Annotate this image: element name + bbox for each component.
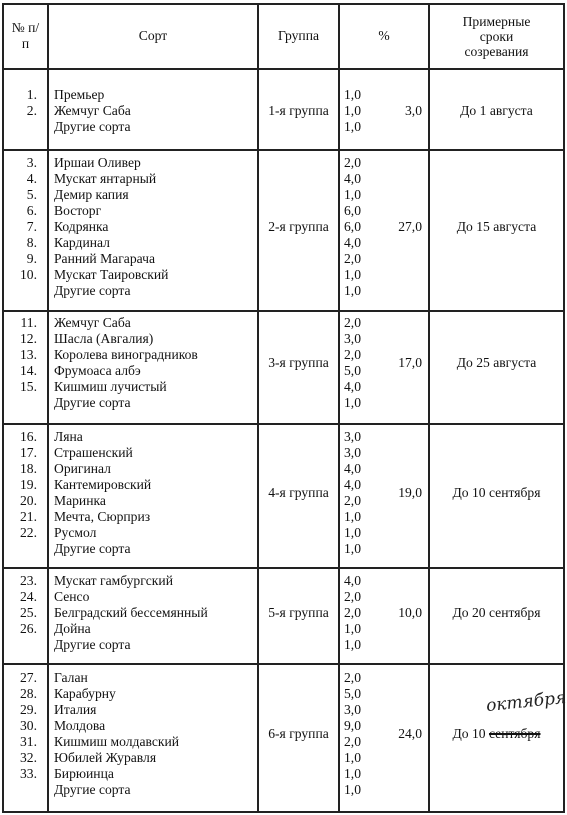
ripening-date: До 15 августа [456,219,537,234]
variety-name: Иршаи Оливер [54,155,141,170]
ripening-date-cell [430,219,563,235]
row-number: 25. [20,605,37,620]
share-value: 3,0 [344,702,361,717]
share-list [344,670,374,798]
variety-list [54,315,254,411]
header-group [259,4,338,68]
variety-name: Кантемировский [54,477,152,492]
group-total: 3,0 [405,103,422,118]
share-value: 1,0 [344,87,361,102]
share-value: 1,0 [344,541,361,556]
table-header [2,4,565,68]
share-value: 1,0 [344,782,361,797]
share-value: 4,0 [344,477,361,492]
group-total-cell [378,485,422,501]
share-value: 1,0 [344,119,361,134]
variety-name: Другие сорта [54,283,131,298]
group-total-cell [378,219,422,235]
row-number: 33. [20,766,37,781]
row-number: 14. [20,363,37,378]
variety-list [54,670,254,798]
share-value: 2,0 [344,251,361,266]
row-number: 12. [20,331,37,346]
variety-name: Страшенский [54,445,133,460]
variety-name: Сенсо [54,589,90,604]
variety-name: Бирюинца [54,766,114,781]
group-row [2,424,565,567]
share-value: 3,0 [344,445,361,460]
group-total: 19,0 [398,485,422,500]
row-number: 20. [20,493,37,508]
row-numbers [4,315,37,395]
share-list [344,429,374,557]
share-value: 1,0 [344,750,361,765]
share-value: 2,0 [344,589,361,604]
header-variety-label: Сорт [138,28,168,43]
share-value: 1,0 [344,187,361,202]
row-number: 32. [20,750,37,765]
grape-variety-table [2,3,565,812]
group-total: 10,0 [398,605,422,620]
ripening-date-struck: сентября [488,726,541,741]
row-number: 17. [20,445,37,460]
row-number: 11. [20,315,37,330]
variety-list [54,573,254,653]
group-label-cell [259,355,338,371]
ripening-date: До 20 сентября [452,605,541,620]
variety-name: Мускат янтарный [54,171,157,186]
variety-name: Мускат гамбургский [54,573,173,588]
group-row [2,69,565,149]
share-value: 1,0 [344,621,361,636]
share-value: 6,0 [344,219,361,234]
row-number: 7. [26,219,37,234]
group-label-cell [259,485,338,501]
row-number: 15. [20,379,37,394]
row-number: 1. [26,87,37,102]
row-number: 30. [20,718,37,733]
ripening-date-cell [430,726,563,742]
variety-list [54,87,254,135]
ripening-date-cell [430,103,563,119]
share-value: 6,0 [344,203,361,218]
variety-name: Шасла (Авгалия) [54,331,154,346]
row-number: 4. [26,171,37,186]
group-total: 24,0 [398,726,422,741]
row-number: 3. [26,155,37,170]
group-label: 4-я группа [268,485,329,500]
ripening-date: До 10 сентября [452,485,541,500]
share-value: 1,0 [344,267,361,282]
group-label-cell [259,103,338,119]
group-total-cell [378,355,422,371]
group-label-cell [259,726,338,742]
share-value: 2,0 [344,315,361,330]
row-number: 26. [20,621,37,636]
group-label: 6-я группа [268,726,329,741]
share-value: 1,0 [344,637,361,652]
variety-name: Другие сорта [54,637,131,652]
variety-name: Ранний Магарача [54,251,155,266]
share-value: 1,0 [344,395,361,410]
header-variety [49,4,257,68]
variety-name: Другие сорта [54,541,131,556]
share-value: 1,0 [344,509,361,524]
variety-list [54,429,254,557]
variety-name: Карабурну [54,686,116,701]
row-numbers [4,155,37,283]
group-total: 17,0 [398,355,422,370]
variety-name: Жемчуг Саба [54,103,131,118]
row-number: 5. [26,187,37,202]
variety-name: Восторг [54,203,102,218]
variety-name: Ляна [54,429,83,444]
variety-name: Мечта, Сюрприз [54,509,151,524]
group-total-cell [378,726,422,742]
group-total-cell [378,103,422,119]
row-number: 21. [20,509,37,524]
variety-name: Маринка [54,493,106,508]
share-value: 4,0 [344,379,361,394]
variety-name: Италия [54,702,97,717]
share-value: 4,0 [344,461,361,476]
ripening-date-cell [430,605,563,621]
table-border-bottom [2,811,565,813]
group-label: 1-я группа [268,103,329,118]
header-dates [430,4,563,68]
row-number: 16. [20,429,37,444]
share-value: 1,0 [344,525,361,540]
variety-name: Мускат Таировский [54,267,169,282]
group-total-cell [378,605,422,621]
share-value: 4,0 [344,171,361,186]
header-percent [340,4,428,68]
ripening-date [430,726,563,742]
variety-list [54,155,254,299]
row-numbers [4,429,37,541]
row-number: 6. [26,203,37,218]
variety-name: Русмол [54,525,97,540]
variety-name: Кодрянка [54,219,109,234]
share-value: 9,0 [344,718,361,733]
share-value: 5,0 [344,363,361,378]
row-numbers [4,573,37,637]
variety-name: Кишмиш молдавский [54,734,180,749]
variety-name: Другие сорта [54,782,131,797]
row-number: 27. [20,670,37,685]
group-label: 5-я группа [268,605,329,620]
share-value: 4,0 [344,573,361,588]
row-number: 31. [20,734,37,749]
share-value: 4,0 [344,235,361,250]
header-num-label: № п/п [11,20,40,51]
row-number: 19. [20,477,37,492]
row-number: 13. [20,347,37,362]
ripening-date-cell [430,485,563,501]
row-number: 8. [26,235,37,250]
share-list [344,155,374,299]
row-number: 24. [20,589,37,604]
variety-name: Кишмиш лучистый [54,379,167,394]
header-group-label: Группа [278,28,319,43]
share-value: 3,0 [344,429,361,444]
variety-name: Дойна [54,621,91,636]
row-number: 22. [20,525,37,540]
variety-name: Кардинал [54,235,110,250]
handwritten-correction: октября [485,687,567,717]
group-row [2,311,565,423]
group-row [2,568,565,663]
group-label-cell [259,605,338,621]
share-value: 2,0 [344,734,361,749]
share-value: 2,0 [344,347,361,362]
variety-name: Королева виноградников [54,347,198,362]
share-value: 2,0 [344,155,361,170]
ripening-date-cell [430,355,563,371]
share-list [344,573,374,653]
header-num [4,4,47,68]
variety-name: Галан [54,670,88,685]
row-number: 28. [20,686,37,701]
variety-name: Другие сорта [54,395,131,410]
row-number: 23. [20,573,37,588]
group-label-cell [259,219,338,235]
row-number: 10. [20,267,37,282]
variety-name: Белградский бессемянный [54,605,208,620]
ripening-date: До 25 августа [456,355,537,370]
group-label: 2-я группа [268,219,329,234]
group-row [2,150,565,310]
share-list [344,315,374,411]
group-total: 27,0 [398,219,422,234]
share-list [344,87,374,135]
share-value: 3,0 [344,331,361,346]
share-value: 1,0 [344,283,361,298]
header-percent-label: % [378,28,390,43]
group-label: 3-я группа [268,355,329,370]
row-number: 9. [26,251,37,266]
row-number: 2. [26,103,37,118]
variety-name: Демир капия [54,187,129,202]
share-value: 1,0 [344,766,361,781]
ripening-date-prefix: До 10 [452,726,486,741]
variety-name: Премьер [54,87,105,102]
share-value: 2,0 [344,670,361,685]
variety-name: Другие сорта [54,119,131,134]
variety-name: Юбилей Журавля [54,750,157,765]
share-value: 5,0 [344,686,361,701]
group-row [2,664,565,811]
row-number: 18. [20,461,37,476]
row-numbers [4,670,37,782]
variety-name: Фрумоаса албэ [54,363,141,378]
variety-name: Молдова [54,718,106,733]
share-value: 2,0 [344,605,361,620]
variety-name: Жемчуг Саба [54,315,131,330]
share-value: 2,0 [344,493,361,508]
ripening-date: До 1 августа [460,103,533,118]
row-numbers [4,87,37,119]
variety-name: Оригинал [54,461,111,476]
share-value: 1,0 [344,103,361,118]
header-dates-label: Примерные сроки созревания [462,13,531,59]
row-number: 29. [20,702,37,717]
